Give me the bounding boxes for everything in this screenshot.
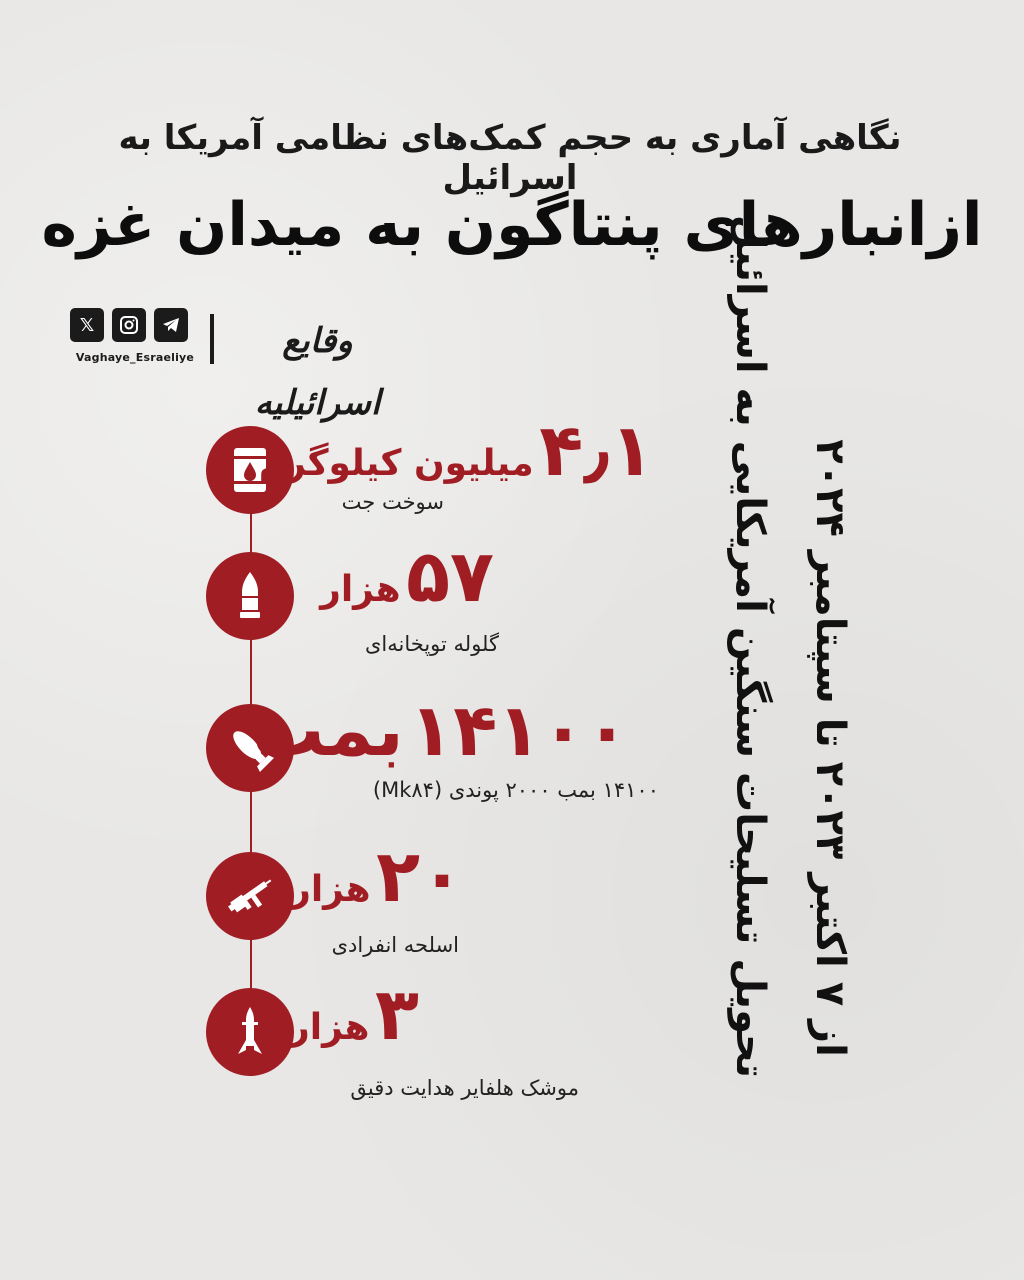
item-value: ۴٫۱ میلیون کیلوگرم [258, 408, 654, 492]
brand-row [70, 308, 400, 423]
item-desc: اسلحه انفرادی [331, 933, 459, 957]
x-icon[interactable]: 𝕏 [70, 308, 104, 342]
subtitle: نگاهی آماری به حجم کمک‌های نظامی آمریکا به اسرائیل [118, 118, 902, 198]
item-unit: هزار [320, 569, 401, 610]
item-value: ۱۴۱۰۰ بمب [252, 688, 629, 772]
missile-icon [206, 988, 294, 1076]
artillery-shell-icon [206, 552, 294, 640]
side-heading: تحویل تسلیحات سنگین آمریکایی به اسرائیل [727, 214, 773, 1078]
item-desc: موشک هلفایر هدایت دقیق [350, 1076, 579, 1100]
channel-handle: Vaghaye_Esraeliye [75, 351, 195, 364]
item-value: ۵۷ هزار [320, 534, 494, 618]
item-desc: گلوله توپخانه‌ای [365, 632, 499, 656]
item-unit: هزار [289, 1007, 370, 1048]
instagram-icon[interactable] [112, 308, 146, 342]
side-date-range: از ۷ اکتبر ۲۰۲۳ تا سپتامبر ۲۰۲۴ [807, 439, 853, 1057]
brand-logo: وقایع اسرائیلیه [254, 321, 381, 423]
item-value: ۳ هزار [289, 972, 419, 1056]
telegram-icon[interactable] [154, 308, 188, 342]
item-unit: میلیون کیلوگرم [258, 443, 534, 484]
item-unit: هزار [290, 869, 371, 910]
item-desc: ۱۴۱۰۰ بمب ۲۰۰۰ پوندی (Mk۸۴) [372, 778, 659, 802]
social-links [70, 308, 188, 342]
item-value: ۲۰ هزار [290, 834, 464, 918]
item-unit: بمب [252, 688, 404, 772]
page-title: ازانبارهای پنتاگون به میدان غزه [41, 190, 983, 260]
divider [210, 314, 214, 364]
item-desc: سوخت جت [341, 490, 444, 514]
rifle-icon [206, 852, 294, 940]
